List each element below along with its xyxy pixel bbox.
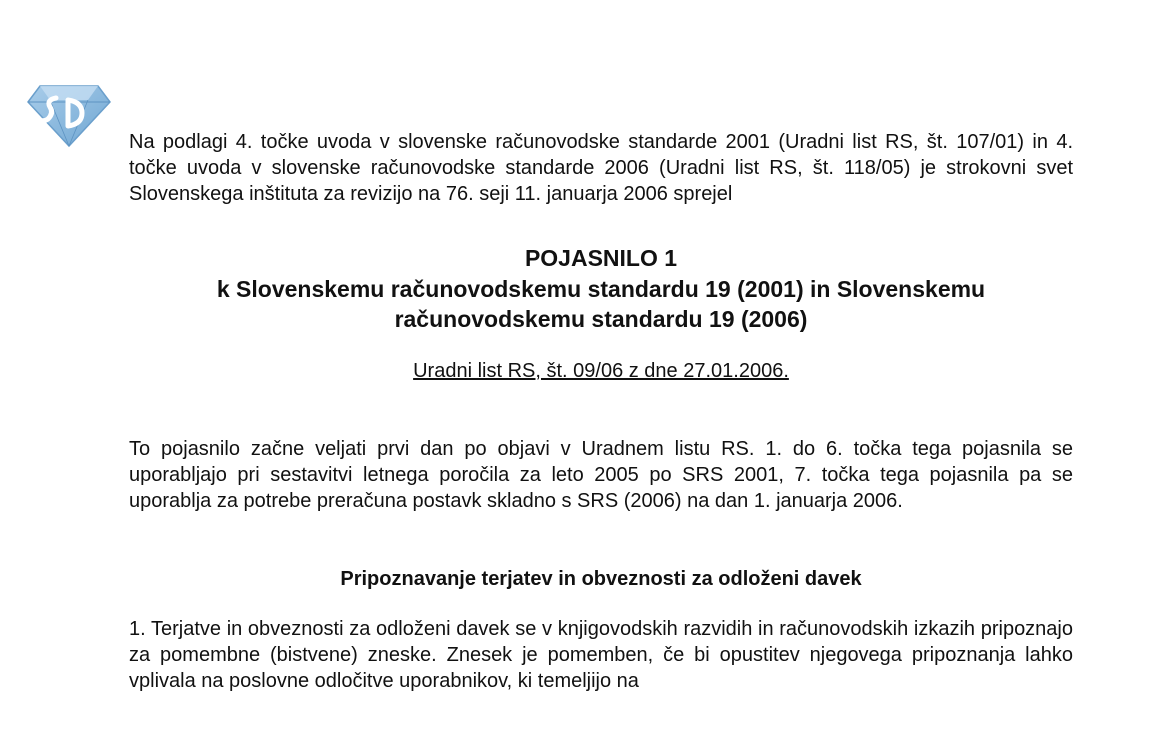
logo-diamond-icon [26, 80, 112, 148]
title-line-3: računovodskemu standardu 19 (2006) [394, 306, 808, 332]
effective-date-paragraph: To pojasnilo začne veljati prvi dan po objavi v Uradnem listu RS. 1. do 6. točka tega pojasnila se uporabljajo pri sestavitvi letnega poročila za leto 2005 po SRS 2001, 7. točka tega pojasnila pa se uporablja za potrebe preračuna postavk skladno s SRS (2006) na dan 1. januarja 2006. [129, 437, 1073, 512]
intro-paragraph: Na podlagi 4. točke uvoda v slovenske računovodske standarde 2001 (Uradni list RS, št. 107/01) in 4. točke uvoda v slovenske računovodske standarde 2006 (Uradni list RS, št. 118/05) je strokovni svet Slovenskega inštituta za revizijo na 76. seji 11. januarja 2006 sprejel [129, 131, 1073, 205]
title-line-1: POJASNILO 1 [524, 245, 678, 271]
document-body [129, 129, 1073, 694]
paragraph-1: 1. Terjatve in obveznosti za odloženi davek se v knjigovodskih razvidih in računovodskih izkazih pripoznajo za pomembne (bistvene) zneske. Znesek je pomemben, če bi opustitev njegovega pripoznanja lahko vplivala na poslovne odločitve uporabnikov, ki temeljijo na [129, 617, 1073, 692]
document-title [129, 243, 1073, 335]
title-line-2: k Slovenskemu računovodskemu standardu 19 (2001) in Slovenskemu [216, 275, 986, 302]
section-heading: Pripoznavanje terjatev in obveznosti za odloženi davek [340, 567, 862, 590]
gazette-reference: Uradni list RS, št. 09/06 z dne 27.01.2006. [413, 359, 789, 382]
